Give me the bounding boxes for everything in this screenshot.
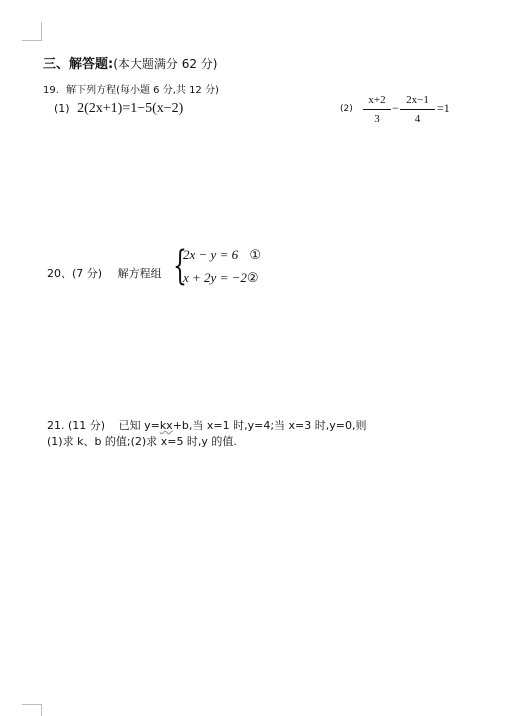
q21-text-a: 已知 y= <box>118 419 160 432</box>
crop-mark-top-vertical <box>41 22 42 41</box>
section-subtitle: (本大题满分 62 分) <box>113 57 218 71</box>
q19-part2-fraction-1-bar <box>363 109 391 110</box>
q20-eq2-mark: ② <box>246 270 259 285</box>
q21-text-b: +b,当 x=1 时,y=4;当 x=3 时,y=0,则 <box>172 419 367 432</box>
crop-mark-bottom-horizontal <box>22 704 42 705</box>
section-heading <box>43 53 217 72</box>
q19-part2-fraction-2-denominator: 4 <box>414 113 421 125</box>
q20-header <box>47 265 162 281</box>
q19-instruction: 解下列方程(每小题 6 分,共 12 分) <box>66 85 219 96</box>
q19-part2-fraction-1-numerator: x+2 <box>368 94 386 106</box>
q20-label: 20、(7 分) <box>47 267 103 280</box>
q21-line-1 <box>47 417 366 433</box>
q19-part2-fraction-2-numerator: 2x−1 <box>406 94 429 106</box>
q20-eq1: 2x − y = 6 <box>183 247 239 262</box>
q19-part2-rhs: =1 <box>437 101 450 115</box>
q19-part2-fraction-2-bar <box>400 109 435 110</box>
q19-part2-fraction-1 <box>363 94 391 126</box>
q21-label: 21. (11 分) <box>47 419 106 432</box>
q20-eq2: x + 2y = −2 <box>183 270 247 285</box>
crop-mark-top-horizontal <box>22 40 42 41</box>
q20-instruction: 解方程组 <box>117 267 162 280</box>
q19-part2-label: (2) <box>340 104 353 114</box>
q21-text-kx: kx <box>159 419 173 432</box>
section-title: 三、解答题: <box>43 57 114 72</box>
q20-eq1-mark: ① <box>249 247 261 262</box>
crop-mark-bottom-vertical <box>41 704 42 716</box>
q19-part2-fraction-1-denominator: 3 <box>374 113 380 125</box>
q20-equation-2 <box>183 270 259 286</box>
q19-part1-label: (1) <box>54 102 70 115</box>
q19-header <box>43 81 219 96</box>
q19-part2-minus: − <box>392 101 399 115</box>
q20-system-brace: { <box>173 243 187 289</box>
q20-equation-1 <box>183 247 261 263</box>
q19-part1 <box>54 101 183 117</box>
q19-part1-equation: 2(2x+1)=1−5(x−2) <box>77 101 184 116</box>
q21-line-2: (1)求 k、b 的值;(2)求 x=5 时,y 的值. <box>47 435 237 448</box>
q19-part2-fraction-2 <box>400 94 435 126</box>
q19-label: 19. <box>43 85 59 96</box>
